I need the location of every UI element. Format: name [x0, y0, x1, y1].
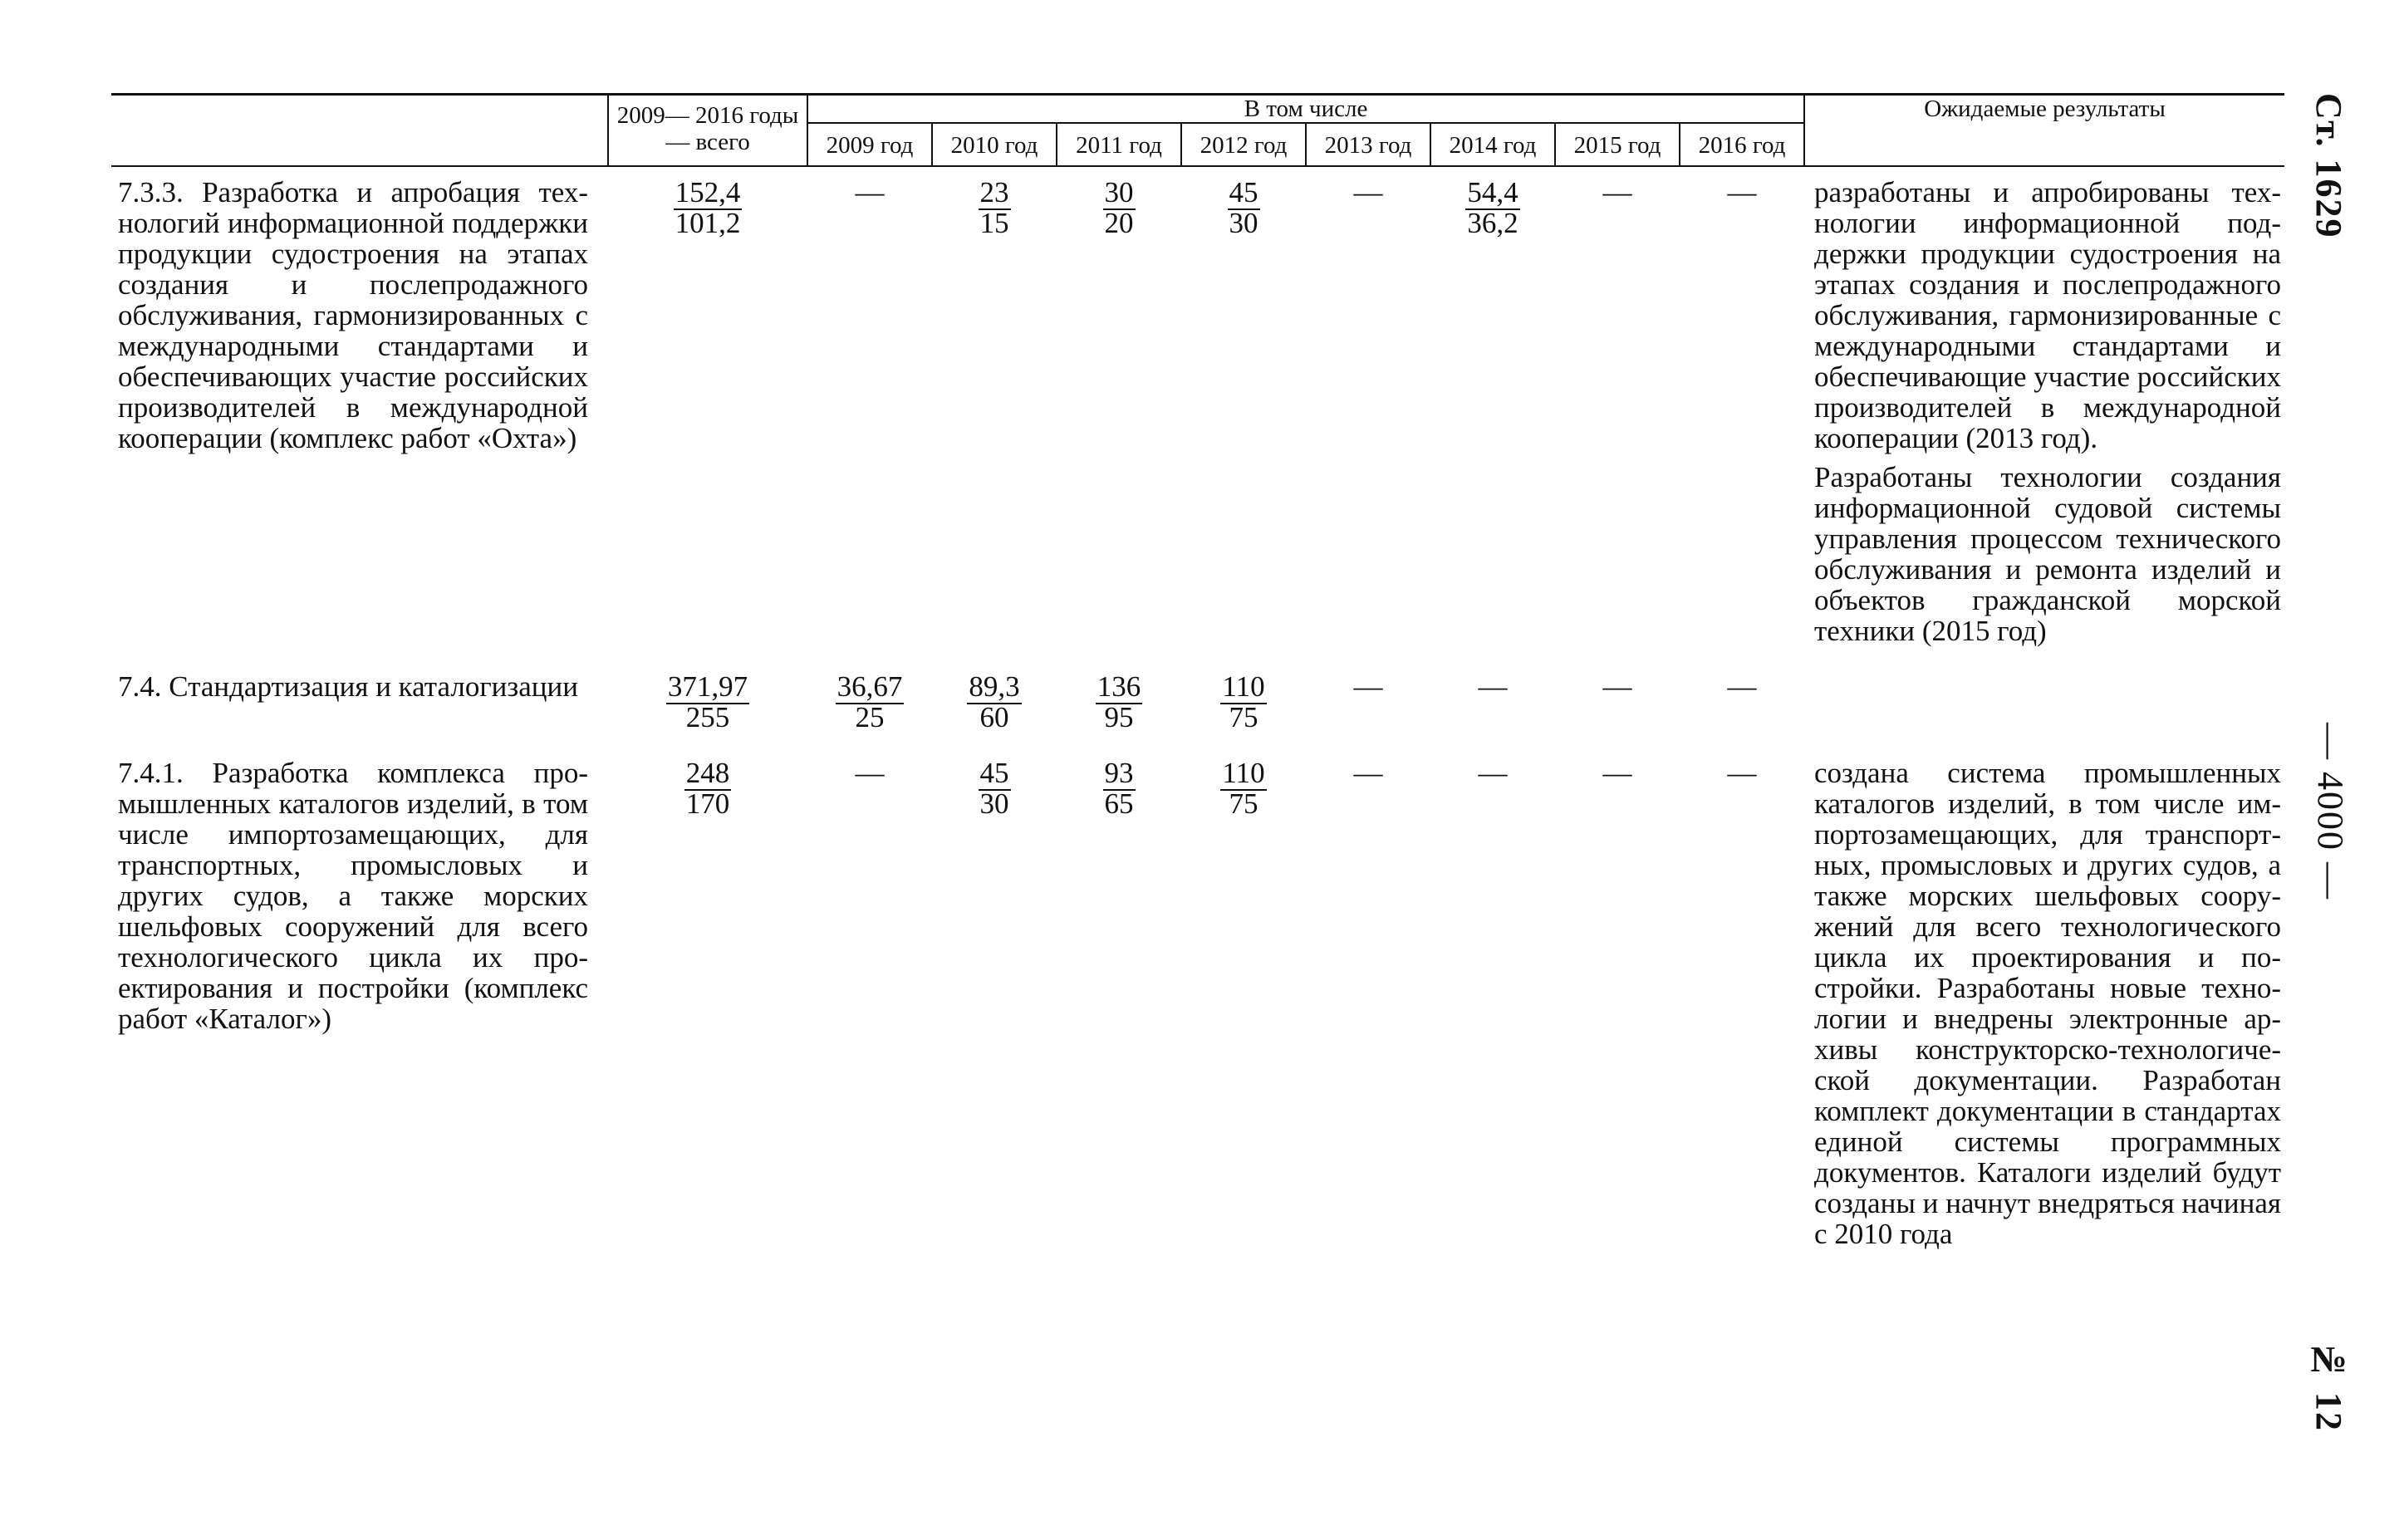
funding-fraction [666, 671, 749, 733]
empty-value-dash: — [1353, 176, 1383, 208]
row-description: 7.4. Стандартизация и каталогизации [118, 670, 578, 703]
result-paragraph: Разработаны технологии создания информационной судовой системы управления процессом технического обслуживания и ремонта изделий и объектов гражданской морской техники (2015 год) [1814, 461, 2282, 647]
funding-fraction [979, 758, 1011, 819]
funding-fraction [1096, 671, 1143, 733]
header-year: 2010 год [932, 123, 1057, 166]
funding-fraction [1465, 177, 1519, 238]
header-total: 2009— 2016 годы — всего [608, 95, 807, 167]
row-expected-results [1804, 733, 2284, 1249]
empty-value-dash: — [1727, 757, 1757, 789]
header-year: 2014 год [1430, 123, 1555, 166]
funding-total-value: 89,3 [969, 670, 1020, 703]
empty-value-dash: — [1353, 670, 1383, 703]
empty-value-dash: — [1727, 176, 1757, 208]
funding-budget-value: 30 [979, 787, 1009, 820]
funding-budget-value: 65 [1104, 787, 1134, 820]
table-body [111, 166, 2284, 1249]
funding-total-value: 45 [979, 757, 1009, 789]
program-table [111, 93, 2284, 1249]
table-header [111, 95, 2284, 167]
empty-value-dash: — [1353, 757, 1383, 789]
row-year-value [932, 166, 1057, 646]
header-year: 2012 год [1181, 123, 1306, 166]
empty-value-dash: — [1478, 670, 1508, 703]
row-description: 7.4.1. Разработка комплекса промышленных каталогов изделий, в том числе импортозамещающих, для транспортных, промысловых и других судов, а также морских шельфовых сооружений для всего технологического цикла их проектирования и постройки (комплекс работ «Каталог») [118, 757, 588, 1035]
row-year-value [807, 166, 932, 646]
header-year: 2013 год [1306, 123, 1430, 166]
row-year-value [1057, 166, 1181, 646]
funding-total-value: 248 [685, 757, 730, 789]
table-row [111, 166, 2284, 646]
header-including: В том числе [807, 95, 1804, 124]
funding-total-value: 54,4 [1467, 176, 1518, 208]
funding-fraction [836, 671, 905, 733]
empty-value-dash: — [855, 176, 885, 208]
row-year-value [1181, 733, 1306, 1249]
funding-fraction [979, 177, 1011, 238]
funding-fraction [674, 177, 743, 238]
funding-budget-value: 101,2 [675, 207, 741, 239]
row-total [608, 166, 807, 646]
table-row [111, 733, 2284, 1249]
row-expected-results [1804, 646, 2284, 733]
funding-budget-value: 75 [1229, 701, 1258, 733]
row-year-value [1306, 733, 1430, 1249]
funding-budget-value: 15 [979, 207, 1009, 239]
funding-fraction [967, 671, 1021, 733]
row-year-value [1057, 646, 1181, 733]
funding-fraction [1228, 177, 1260, 238]
funding-fraction [1103, 177, 1136, 238]
funding-budget-value: 20 [1104, 207, 1134, 239]
funding-budget-value: 25 [855, 701, 885, 733]
empty-value-dash: — [1602, 670, 1632, 703]
header-results: Ожидаемые результаты [1804, 95, 2284, 167]
row-year-value [1181, 166, 1306, 646]
row-total [608, 646, 807, 733]
table-row [111, 646, 2284, 733]
funding-budget-value: 255 [685, 701, 730, 733]
funding-total-value: 93 [1104, 757, 1134, 789]
funding-fraction [1220, 758, 1266, 819]
funding-budget-value: 170 [685, 787, 730, 820]
row-year-value [1181, 646, 1306, 733]
row-year-value [1430, 166, 1555, 646]
row-year-value [1680, 646, 1804, 733]
row-year-value [932, 646, 1057, 733]
funding-budget-value: 75 [1229, 787, 1258, 820]
issue-number: № 12 [2308, 1339, 2349, 1432]
header-year: 2011 год [1057, 123, 1181, 166]
funding-fraction [684, 758, 732, 819]
funding-budget-value: 95 [1104, 701, 1134, 733]
row-year-value [1057, 733, 1181, 1249]
row-year-value [1680, 166, 1804, 646]
funding-total-value: 152,4 [675, 176, 741, 208]
row-year-value [1306, 166, 1430, 646]
funding-total-value: 30 [1104, 176, 1134, 208]
header-year: 2016 год [1680, 123, 1804, 166]
empty-value-dash: — [1478, 757, 1508, 789]
row-year-value [1680, 733, 1804, 1249]
header-blank [111, 95, 608, 167]
funding-fraction [1103, 758, 1136, 819]
funding-total-value: 45 [1229, 176, 1258, 208]
row-expected-results [1804, 166, 2284, 646]
funding-total-value: 136 [1097, 670, 1141, 703]
row-description: 7.3.3. Разработка и апробация технологий информационной поддержки продукции судостроения на этапах создания и послепродажного обслуживания, гармонизированных с международными стандартами и обеспечивающих участие российских производителей в международной кооперации (комплекс работ «Охта») [118, 176, 588, 454]
funding-total-value: 371,97 [667, 670, 748, 703]
row-year-value [932, 733, 1057, 1249]
row-year-value [1430, 646, 1555, 733]
folio-number: — 4000 — [2310, 723, 2351, 900]
header-year: 2009 год [807, 123, 932, 166]
row-year-value [807, 646, 932, 733]
funding-budget-value: 60 [979, 701, 1009, 733]
header-year: 2015 год [1555, 123, 1680, 166]
row-total [608, 733, 807, 1249]
funding-total-value: 110 [1222, 757, 1265, 789]
empty-value-dash: — [1602, 176, 1632, 208]
funding-budget-value: 30 [1229, 207, 1258, 239]
row-year-value [1555, 646, 1680, 733]
funding-total-value: 110 [1222, 670, 1265, 703]
page-number-label: Ст. 1629 [2308, 93, 2349, 239]
funding-fraction [1220, 671, 1266, 733]
row-year-value [807, 733, 932, 1249]
result-paragraph: создана система промышленных каталогов изделий, в том числе импортозамещающих, для транспортных, промысловых и других судов, а также морских шельфовых сооружений для всего технологического цикла их проектирования и постройки. Разработаны новые технологии и внедрены электронные архивы конструкторско-технологической документации. Разработан комплект документации в стандартах единой системы программных документов. Каталоги изделий будут созданы и начнут внедряться начиная с 2010 года [1814, 757, 2282, 1250]
funding-total-value: 36,67 [836, 670, 903, 703]
row-year-value [1555, 166, 1680, 646]
result-paragraph: разработаны и апробированы технологии информационной поддержки продукции судостроения на этапах создания и послепродажного обслуживания, гармонизированные с международными стандартами и обеспечивающие участие российских производителей в международной кооперации (2013 год). [1814, 176, 2282, 454]
empty-value-dash: — [1602, 757, 1632, 789]
funding-budget-value: 36,2 [1467, 207, 1518, 239]
row-year-value [1555, 733, 1680, 1249]
row-year-value [1430, 733, 1555, 1249]
empty-value-dash: — [1727, 670, 1757, 703]
empty-value-dash: — [855, 757, 885, 789]
row-year-value [1306, 646, 1430, 733]
funding-total-value: 23 [979, 176, 1009, 208]
